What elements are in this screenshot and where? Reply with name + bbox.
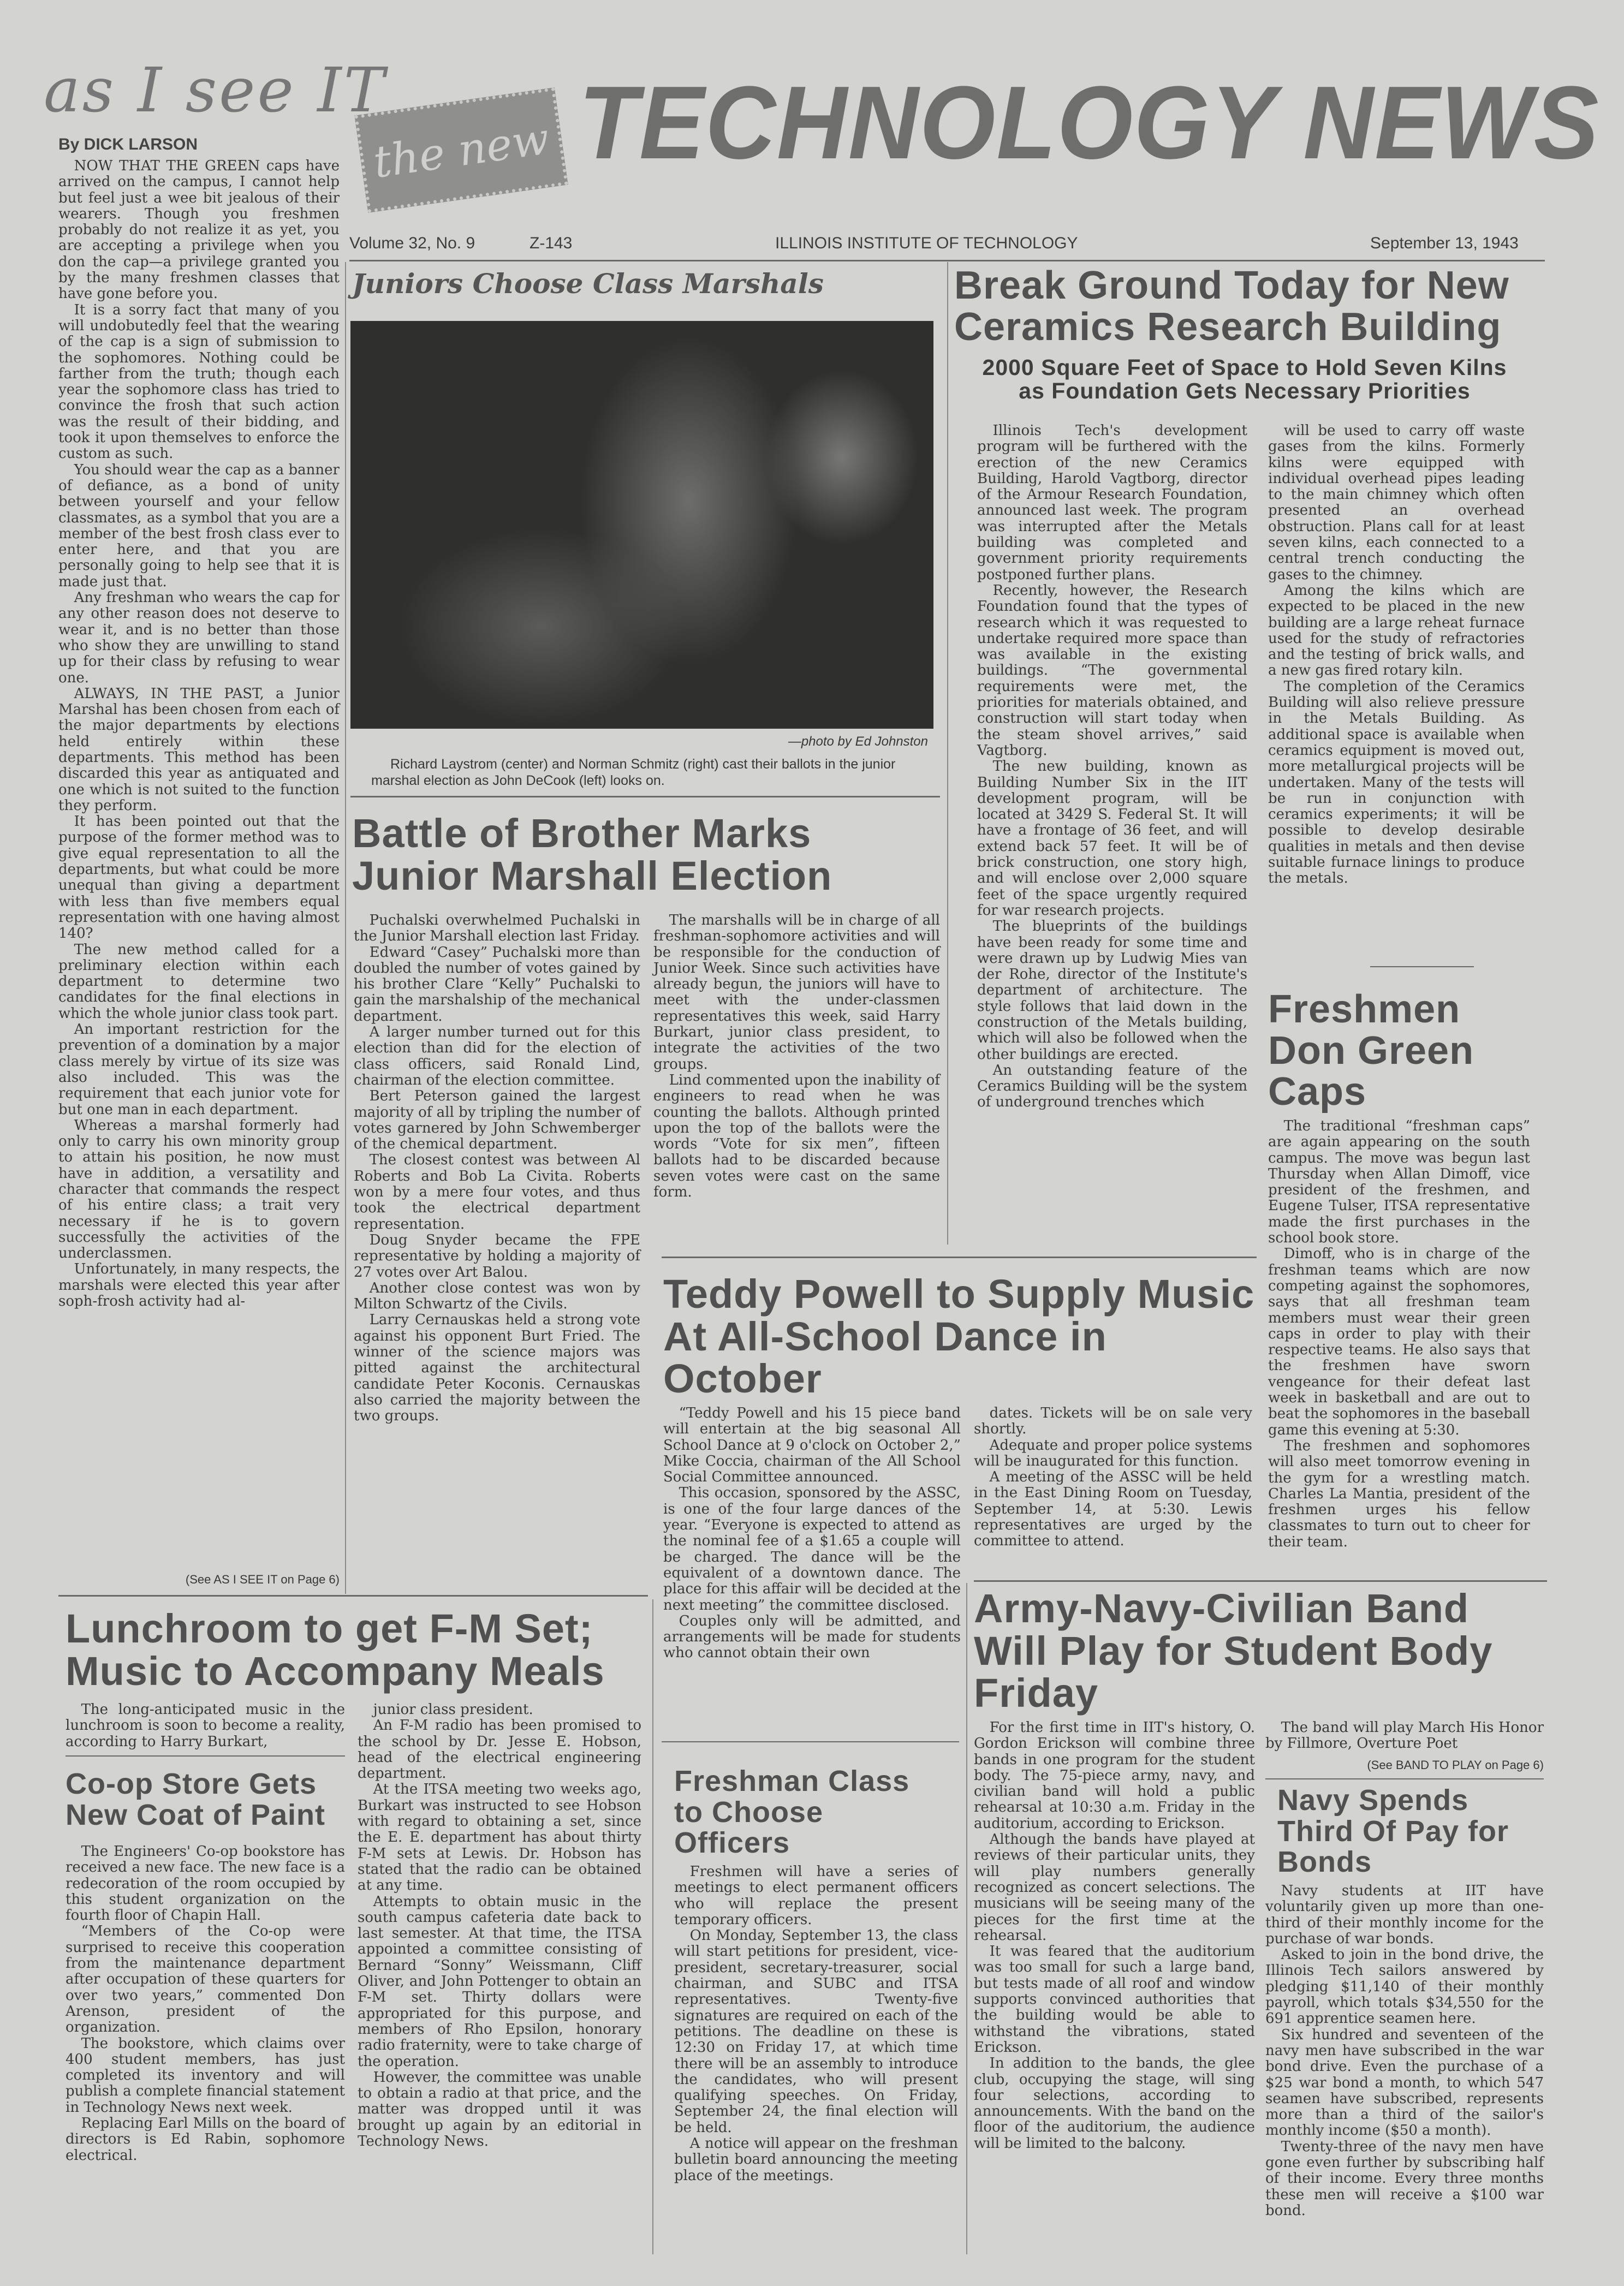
ceramics-col-2 [1268, 423, 1525, 887]
paragraph: junior class president. [373, 1701, 533, 1718]
column-divider [345, 262, 346, 1594]
paragraph: Twenty-three of the navy men have gone even further by subscribing half of their income. Every three months these men will receive a $100 war bond. [1265, 2138, 1544, 2219]
paragraph: Asked to join in the bond drive, the Illinois Tech sailors answered by pledging $11,140 of their monthly payroll, which totals $34,550 for the 691 apprentice seamen here. [1265, 1946, 1544, 2027]
paragraph: Replacing Earl Mills on the board of directors is Ed Rabin, sophomore electrical. [66, 2115, 345, 2164]
paragraph: Lind commented upon the inability of engineers to read when he was counting the ballots. Although printed upon the top of the ballots were the words “Vote for six men”, fifteen ballots had to be discarded because seven votes were cast on the same form. [653, 1071, 940, 1201]
paragraph: Edward “Casey” Puchalski more than doubled the number of votes gained by his brother Clare “Kelly” Puchalski to gain the marshalship of the mechanical department. [354, 944, 640, 1025]
paragraph: It was feared that the auditorium was too small for such a large band, but tests made of all roof and window supports convinced authorities that the building would be able to withstand the vibrations, stated Erickson. [974, 1943, 1255, 2056]
paragraph: The long-anticipated music in the lunchroom is soon to become a reality, according to Harry Burkart, [66, 1701, 345, 1750]
paragraph: The freshmen and sophomores will also meet tomorrow evening in the gym for a wrestling match. Charles La Mantia, president of the freshmen urges his fellow classmates to turn out to cheer for their team. [1268, 1437, 1530, 1550]
paragraph: dates. Tickets will be on sale very shortly. [974, 1405, 1252, 1438]
ceramics-col-1 [977, 423, 1247, 1111]
section-rule [662, 1741, 959, 1742]
institution-name: ILLINOIS INSTITUTE OF TECHNOLOGY [775, 234, 1078, 252]
paragraph: You should wear the cap as a banner of defiance, as a bond of unity between yourself and your fellow classmates, as a symbol that you are a member of the best frosh class ever to enter here, and that you are personally going to help see that it is made just that. [58, 461, 340, 590]
stamp-text: the new [370, 112, 552, 188]
column-divider [947, 262, 948, 1245]
photo-headline: Juniors Choose Class Marshals [352, 267, 824, 300]
lunchroom-col-2 [358, 1702, 641, 2150]
short-rule [1370, 966, 1474, 967]
freshman-officers-body [674, 1864, 958, 2184]
byline: By DICK LARSON [58, 135, 198, 153]
newspaper-title: TECHNOLOGY NEWS [579, 65, 1600, 181]
paragraph: “Members of the Co-op were surprised to receive this cooperation from the maintenance department after occupation of these quarters for over two years,” commented Don Arenson, president of the organization. [66, 1923, 345, 2036]
green-caps-headline: Freshmen Don Green Caps [1268, 987, 1474, 1114]
paragraph: will be used to carry off waste gases from the kilns. Formerly kilns were equipped with individual overhead pipes leading to the main chimney which often presented an overhead obstruction. Plans call for at least seven kilns, each connected to a central trench conducting the gases to the chimney. [1268, 422, 1525, 583]
paragraph: Couples only will be admitted, and arrangements will be made for students who cannot obtain their own [663, 1612, 961, 1662]
volume-number: Volume 32, No. 9 [349, 234, 475, 252]
navy-bonds-headline: Navy Spends Third Of Pay for Bonds [1277, 1784, 1509, 1879]
column-logo: as I see IT [44, 55, 387, 126]
paragraph: Illinois Tech's development program will be furthered with the erection of the new Ceramics Building, Harold Vagtborg, director of the Armour Research Foundation, announced last week. The program was interrupted after the Metals building was completed and government priority requirements postponed further plans. [977, 422, 1247, 583]
lunchroom-col-1 [66, 1702, 345, 1750]
paragraph: In addition to the bands, the glee club, occupying the stage, will sing four selections, according to announcements. With the band on the floor of the auditorium, the audience will be limited to the balcony. [974, 2055, 1255, 2152]
as-i-see-it-body [58, 158, 340, 1309]
paragraph: This occasion, sponsored by the ASSC, is one of the four large dances of the year. “Everyone is expected to attend as the nominal fee of a $1.65 a couple will be charged. The dance will be the equivalent of a downtown dance. The place for this affair will be decided at the next meeting” the committee disclosed. [663, 1485, 961, 1614]
paragraph: Any freshman who wears the cap for any other reason does not deserve to wear it, and is no better than those who show they are unwilling to stand up for their class by refusing to wear one. [58, 590, 340, 686]
paragraph: Among the kilns which are expected to be placed in the new building are a large reheat furnace used for the study of refractories and the testing of brick walls, and a new gas fired rotary kiln. [1268, 582, 1525, 679]
paragraph: On Monday, September 13, the class will start petitions for president, vice-president, secretary-treasurer, social chairman, and SUBC and ITSA representatives. Twenty-five signatures are required on each of the petitions. The deadline on these is 12:30 on Friday 17, at which time there will be an assembly to introduce the candidates, who will present qualifying speeches. On Friday, September 24, the final election will be held. [674, 1927, 958, 2136]
dance-col-1 [663, 1406, 961, 1662]
paragraph: A meeting of the ASSC will be held in the East Dining Room on Tuesday, September 14, at 5:30. Lewis representatives are urged by the committee to attend. [974, 1469, 1252, 1550]
freshman-officers-headline: Freshman Class to Choose Officers [674, 1765, 910, 1860]
issue-code: Z-143 [530, 234, 573, 252]
paragraph: Six hundred and seventeen of the navy men have subscribed in the war bond drive. Even the purchase of a $25 war bond a month, to which 547 seamen have subscribed, represents more than a third of the sailor's monthly income ($50 a month). [1265, 2026, 1544, 2139]
jump-line: (See AS I SEE IT on Page 6) [185, 1573, 340, 1586]
photo-caption: Richard Laystrom (center) and Norman Schmitz (right) cast their ballots in the junior marshal election as John DeCook (left) looks on. [371, 757, 896, 788]
election-photo [350, 321, 933, 729]
battle-headline: Battle of Brother Marks Junior Marshall Election [352, 811, 832, 898]
paragraph: Adequate and proper police systems will be inaugurated for this function. [974, 1437, 1252, 1469]
paragraph: NOW THAT THE GREEN caps have arrived on the campus, I cannot help but feel just a wee bit jealous of their wearers. Though you freshmen probably do not realize it as yet, you are accepting a privilege when you don the cap—a privilege granted you by the many freshmen classes that have gone before you. [58, 158, 340, 302]
paragraph: Recently, however, the Research Foundation found that the types of research which it was requested to undertake required more space than was available in the existing buildings. “The governmental requirements were met, the priorities for materials obtained, and construction will start today when the steam shovel arrives,” said Vagtborg. [977, 582, 1247, 759]
paragraph: It is a sorry fact that many of you will undobutedly feel that the wearing of the cap is a sign of submission to the sophomores. Nothing could be farther from the truth; though each year the sophomore class has tried to convince the frosh that such action was the result of their bidding, and took it upon themselves to enforce the custom as such. [58, 301, 340, 462]
paragraph: Freshmen will have a series of meetings to elect permanent officers who will replace the present temporary officers. [674, 1864, 958, 1928]
paragraph: The new building, known as Building Number Six in the IIT development program, will be located at 3429 S. Federal St. It will have a frontage of 36 feet, and will extend back 57 feet. It will be of brick construction, one story high, and will enclose over 2,000 square feet of the space urgently required for war research projects. [977, 758, 1247, 919]
paragraph: Navy students at IIT have voluntarily given up more than one-third of their monthly income for the purchase of war bonds. [1265, 1883, 1544, 1947]
paragraph: “Teddy Powell and his 15 piece band will entertain at the big seasonal All School Dance at 9 o'clock on October 2,” Mike Coccia, chairman of the All School Social Committee announced. [663, 1405, 961, 1486]
band-col-1 [974, 1720, 1255, 2152]
section-rule [350, 796, 940, 797]
paragraph: An outstanding feature of the Ceramics Building will be the system of underground trenches which [977, 1062, 1247, 1111]
paragraph: At the ITSA meeting two weeks ago, Burkart was instructed to see Hobson with regard to obtaining a set, since the E. E. department has about thirty F-M sets at Lewis. Dr. Hobson has stated that the radio can be obtained at any time. [358, 1781, 641, 1894]
paragraph: Doug Snyder became the FPE representative by holding a majority of 27 votes over Art Balou. [354, 1231, 640, 1281]
paragraph: It has been pointed out that the purpose of the former method was to give equal representation to all the departments, but what could be more unequal than giving a department with less than five members equal representation with one having almost 140? [58, 813, 340, 942]
paragraph: The completion of the Ceramics Building will also relieve pressure in the Metals Building. As additional space is available when ceramics equipment is moved out, more metallurgical projects will be undertaken. Many of the tests will be run in conjunction with ceramics experiments; it will be possible to develop desirable qualities in metals and then devise suitable furnace linings to produce the metals. [1268, 678, 1525, 887]
photo-credit: —photo by Ed Johnston [788, 734, 928, 749]
paragraph: Although the bands have played at reviews of their particular units, they will play numbers generally recognized as concert selections. The musicians will be seeing many of the pieces for the first time at the rehearsal. [974, 1831, 1255, 1944]
section-rule [974, 1580, 1547, 1582]
dance-col-2 [974, 1406, 1252, 1550]
paragraph: A notice will appear on the freshman bulletin board announcing the meeting place of the meetings. [674, 2135, 958, 2184]
battle-col-2 [653, 913, 940, 1200]
section-rule [1265, 1778, 1544, 1779]
section-rule [66, 1755, 345, 1757]
lunchroom-headline: Lunchroom to get F-M Set; Music to Accompany Meals [66, 1606, 605, 1694]
paragraph: The band will play March His Honor by Fillmore, Overture Poet [1265, 1719, 1544, 1752]
paragraph: ALWAYS, IN THE PAST, a Junior Marshal has been chosen from each of the major departments by elections held entirely within these departments. This method has been discarded this year as antiquated and one which is not suited to the function they perform. [58, 685, 340, 814]
paragraph: An important restriction for the prevention of a domination by a major class merely by virtue of its size was also included. This was the requirement that each junior vote for but one man in each department. [58, 1021, 340, 1118]
paragraph: The traditional “freshman caps” are again appearing on the south campus. The move was begun last Thursday when Allan Dimoff, vice president of the freshmen, and Eugene Tulser, ITSA representative made the first purchases in the school book store. [1268, 1118, 1530, 1247]
issue-date: September 13, 1943 [1370, 234, 1519, 252]
battle-col-1 [354, 913, 640, 1425]
paragraph: Puchalski overwhelmed Puchalski in the Junior Marshall election last Friday. [354, 912, 640, 945]
band-headline: Army-Navy-Civilian Band Will Play for Student Body Friday [974, 1586, 1493, 1716]
paragraph: The Engineers' Co-op bookstore has received a new face. The new face is a redecoration of the room occupied by this student organization on the fourth floor of Chapin Hall. [66, 1843, 345, 1924]
ceramics-subhead: 2000 Square Feet of Space to Hold Seven Kilns as Foundation Gets Necessary Priorities [982, 355, 1507, 404]
coop-body [66, 1844, 345, 2164]
paragraph: However, the committee was unable to obtain a radio at that price, and the matter was dropped until it was brought up again by an editorial in Technology News. [358, 2069, 641, 2150]
paragraph: The closest contest was between Al Roberts and Bob La Civita. Roberts won by a mere four votes, and thus took the electrical department representation. [354, 1152, 640, 1233]
paragraph: Attempts to obtain music in the south campus cafeteria date back to last semester. At that time, the ITSA appointed a committee consisting of Bernard “Sonny” Weissmann, Cliff Oliver, and John Pottenger to obtain an F-M set. Thirty dollars were appropriated for this purpose, and members of Rho Epsilon, honorary radio fraternity, were to take charge of the operation. [358, 1893, 641, 2070]
paragraph: Another close contest was won by Milton Schwartz of the Civils. [354, 1279, 640, 1313]
jump-line: (See BAND TO PLAY on Page 6) [1367, 1758, 1544, 1772]
paragraph: The blueprints of the buildings have been ready for some time and were drawn up by Ludwig Mies van der Rohe, director of the Institute's department of architecture. The style follows that laid down in the construction of the Metals building, which will also be followed when the other buildings are erected. [977, 918, 1247, 1063]
green-caps-body [1268, 1118, 1530, 1550]
paragraph: For the first time in IIT's history, O. Gordon Erickson will combine three bands in one program for the student body. The 75-piece army, navy, and civilian band will hold a public rehearsal at 10:30 a.m. Friday in the auditorium, according to Erickson. [974, 1719, 1255, 1832]
paragraph: The marshalls will be in charge of all freshman-sophomore activities and will be responsible for the conduction of Junior Week. Since such activities have already begun, the juniors will have to meet with the under-classmen representatives this week, said Harry Burkart, junior class president, to integrate the activities of the two groups. [653, 912, 940, 1073]
paragraph: A larger number turned out for this election than did for the election of class officers, said Ronald Lind, chairman of the election committee. [354, 1024, 640, 1088]
paragraph: The bookstore, which claims over 400 student members, has just completed its inventory and will publish a complete financial statement in Technology News next week. [66, 2035, 345, 2116]
coop-headline: Co-op Store Gets New Coat of Paint [66, 1767, 326, 1831]
paragraph: An F-M radio has been promised to the school by Dr. Jesse E. Hobson, head of the electrical engineering department. [358, 1717, 641, 1782]
paragraph: Whereas a marshal formerly had only to carry his own minority group to attain his position, he now must have in addition, a versatility and character that commands the respect of his entire class; a trait very necessary if he is to govern successfully the activities of the underclassmen. [58, 1117, 340, 1262]
navy-bonds-body [1265, 1883, 1544, 2219]
column-divider [652, 1599, 653, 2254]
section-rule [58, 1595, 648, 1597]
band-col-2 [1265, 1720, 1544, 1752]
paragraph: Bert Peterson gained the largest majority of all by tripling the number of votes garnered by John Schwemberger of the chemical department. [354, 1088, 640, 1153]
masthead-rule [349, 260, 1545, 261]
paragraph: The new method called for a preliminary election within each department to determine two candidates for the final elections in which the whole junior class took part. [58, 941, 340, 1022]
section-rule [662, 1257, 1257, 1258]
paragraph: Dimoff, who is in charge of the freshman teams which are now competing against the sophomores, says that all freshman team members must wear their green caps in order to play with their respective teams. He also says that the freshmen have sworn vengeance for their defeat last week in basketball and are out to beat the sophomores in the baseball game this evening at 5:30. [1268, 1246, 1530, 1438]
paragraph: Larry Cernauskas held a strong vote against his opponent Burt Fried. The winner of the science majors was pitted against the architectural candidate Peter Koconis. Cernauskas also carried the majority between the two groups. [354, 1312, 640, 1425]
column-divider [966, 1583, 967, 2254]
paragraph: Unfortunately, in many respects, the marshals were elected this year after soph-frosh activity had al- [58, 1261, 340, 1310]
ceramics-headline: Break Ground Today for New Ceramics Research Building [954, 264, 1509, 349]
dance-headline: Teddy Powell to Supply Music At All-School Dance in October [663, 1271, 1255, 1402]
